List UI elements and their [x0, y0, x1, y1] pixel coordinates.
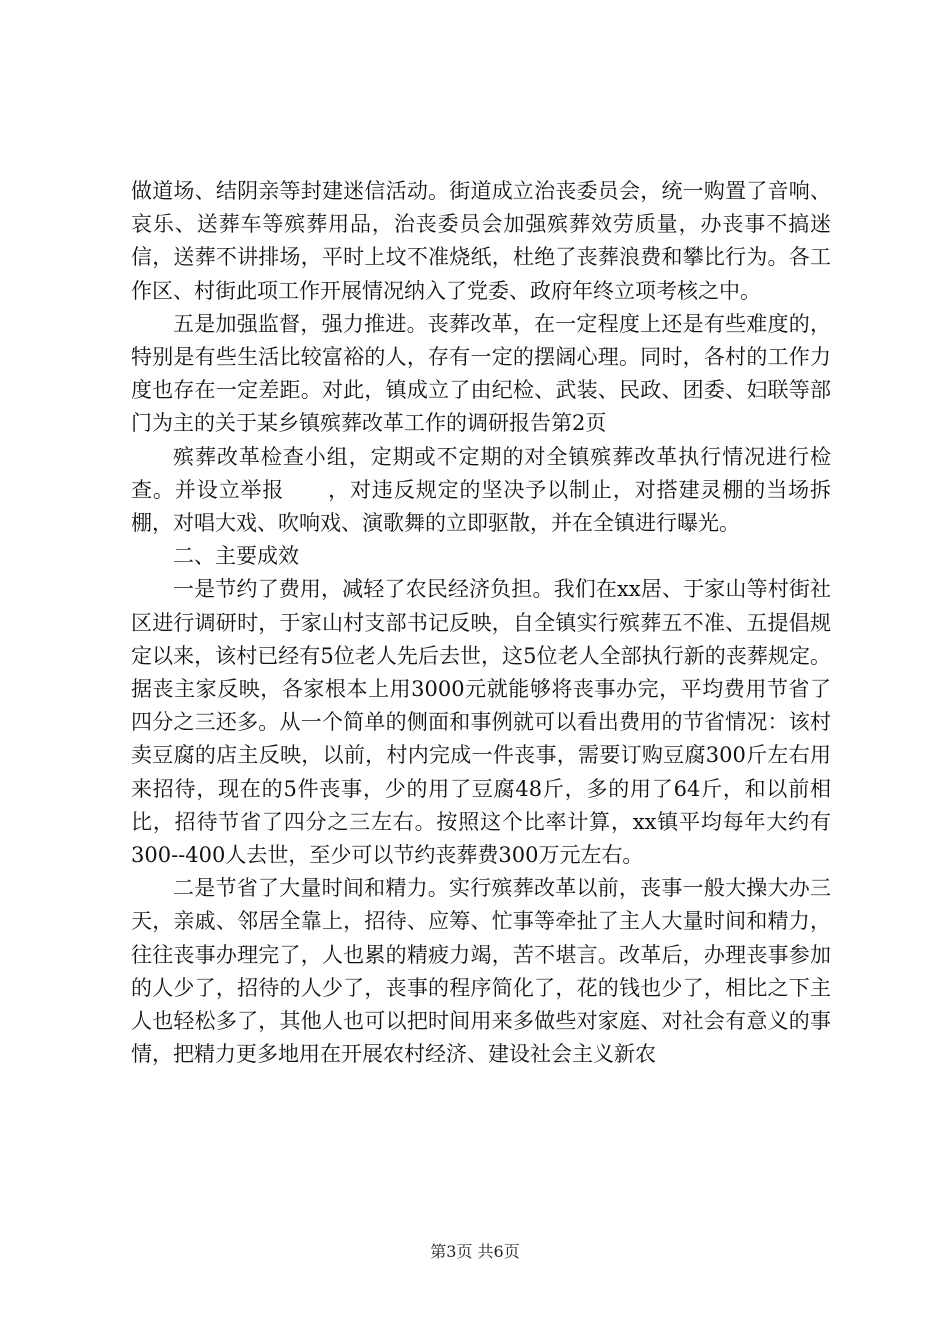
paragraph-supervision: 五是加强监督，强力推进。丧葬改革，在一定程度上还是有些难度的，特别是有些生活比较富裕的人，存有一定的摆阔心理。同时，各村的工作力度也存在一定差距。对此，镇成立了由纪检、武装、民政、团委、妇联等部门为主的关于某乡镇殡葬改革工作的调研报告第2页	[131, 311, 831, 436]
section-heading-results: 二、主要成效	[173, 544, 299, 569]
paragraph-time-savings: 二是节省了大量时间和精力。实行殡葬改革以前，丧事一般大操大办三天，亲戚、邻居全靠上，招待、应筹、忙事等牵扯了主人大量时间和精力，往往丧事办理完了，人也累的精疲力竭，苦不堪言。改革后，办理丧事参加的人少了，招待的人少了，丧事的程序简化了，花的钱也少了，相比之下主人也轻松多了，其他人也可以把时间用来多做些对家庭、对社会有意义的事情，把精力更多地用在开展农村经济、建设社会主义新农	[131, 876, 831, 1067]
document-body	[131, 175, 831, 1071]
paragraph-inspection: 殡葬改革检查小组，定期或不定期的对全镇殡葬改革执行情况进行检查。并设立举报 ，对违反规定的坚决予以制止，对搭建灵棚的当场拆棚，对唱大戏、吹响戏、演歌舞的立即驱散，并在全镇进行曝光。	[131, 444, 831, 536]
paragraph-cost-savings: 一是节约了费用，减轻了农民经济负担。我们在xx居、于家山等村街社区进行调研时，于家山村支部书记反映，自全镇实行殡葬五不准、五提倡规定以来，该村已经有5位老人先后去世，这5位老人全部执行新的丧葬规定。据丧主家反映，各家根本上用3000元就能够将丧事办完，平均费用节省了四分之三还多。从一个简单的侧面和事例就可以看出费用的节省情况：该村卖豆腐的店主反映，以前，村内完成一件丧事，需要订购豆腐300斤左右用来招待，现在的5件丧事，少的用了豆腐48斤，多的用了64斤，和以前相比，招待节省了四分之三左右。按照这个比率计算，xx镇平均每年大约有300--400人去世，至少可以节约丧葬费300万元左右。	[131, 577, 831, 868]
paragraph-continuation: 做道场、结阴亲等封建迷信活动。街道成立治丧委员会，统一购置了音响、哀乐、送葬车等殡葬用品，治丧委员会加强殡葬效劳质量，办丧事不搞迷信，送葬不讲排场，平时上坟不准烧纸，杜绝了丧葬浪费和攀比行为。各工作区、村街此项工作开展情况纳入了党委、政府年终立项考核之中。	[131, 179, 831, 303]
page-footer: 第3页 共6页	[430, 1242, 520, 1261]
